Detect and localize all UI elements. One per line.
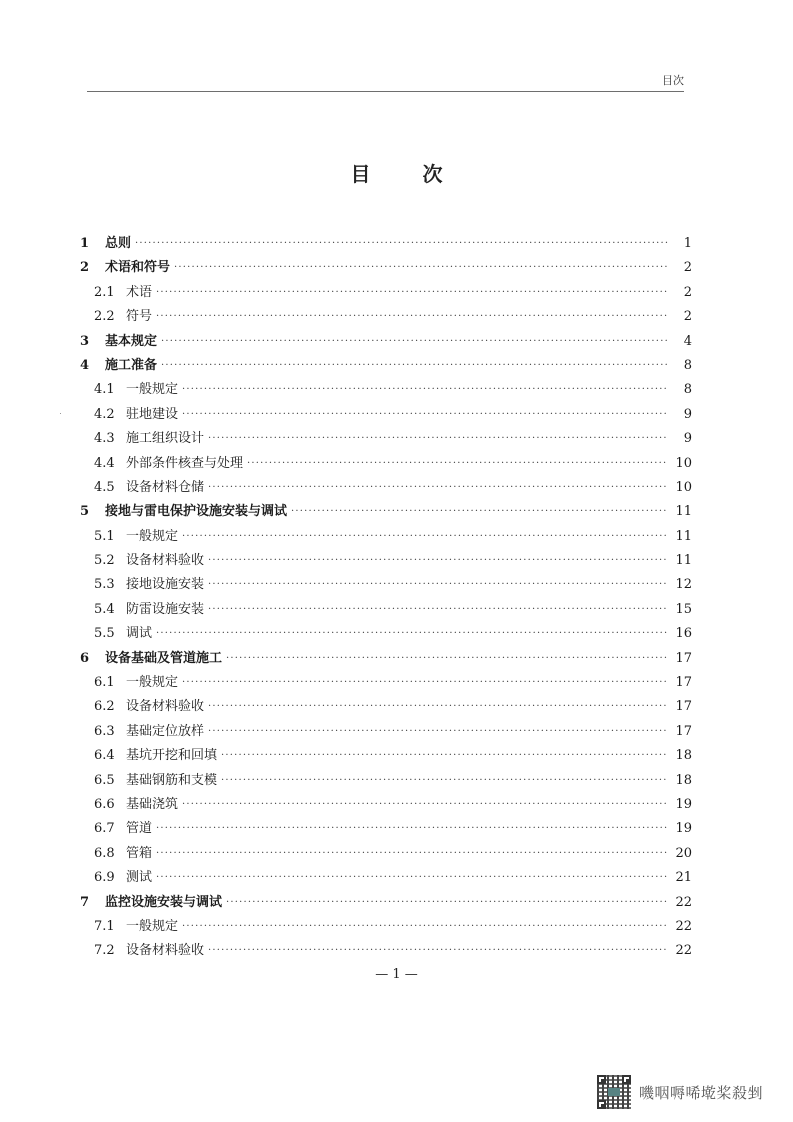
toc-page: 2: [683, 309, 692, 325]
toc-entry[interactable]: [80, 939, 692, 963]
toc-entry[interactable]: [80, 891, 692, 915]
toc-number: 6.3: [94, 723, 115, 739]
toc-label: 基本规定: [105, 333, 158, 349]
toc-entry[interactable]: [80, 793, 692, 817]
toc-number: 4.5: [94, 479, 115, 495]
toc-number: 6.2: [94, 699, 115, 715]
toc-number: 7.1: [94, 918, 115, 934]
toc-page: 2: [683, 284, 692, 300]
dot-leader: [208, 695, 668, 719]
toc-page: 11: [675, 528, 692, 544]
toc-page: 8: [683, 357, 692, 373]
toc-label: 设备基础及管道施工: [105, 650, 223, 666]
toc-entry[interactable]: [80, 573, 692, 597]
toc-page: 20: [675, 845, 692, 861]
dot-leader: [182, 378, 668, 402]
toc-number: 7: [80, 894, 90, 910]
toc-number: 6.5: [94, 772, 115, 788]
dot-leader: [156, 866, 668, 890]
toc-number: 2: [80, 260, 90, 276]
toc-label: 监控设施安装与调试: [105, 894, 223, 910]
toc-label: 一般规定: [126, 675, 179, 691]
toc-page: 2: [683, 260, 692, 276]
toc-entry[interactable]: [80, 622, 692, 646]
toc-number: 6.6: [94, 796, 115, 812]
toc-label: 术语: [126, 284, 153, 300]
toc-page: 10: [675, 455, 692, 471]
toc-page: 17: [675, 699, 692, 715]
toc-number: 6: [80, 650, 90, 666]
toc-page: 11: [675, 504, 692, 520]
running-header-title: 目次: [662, 74, 684, 87]
toc-label: 设备材料验收: [126, 553, 205, 569]
page-number: — 1 —: [375, 967, 418, 982]
dot-leader: [156, 622, 668, 646]
toc-number: 6.7: [94, 821, 115, 837]
dot-leader: [291, 500, 668, 524]
toc-label: 设备材料仓储: [126, 479, 205, 495]
toc-number: 6.8: [94, 845, 115, 861]
toc-page: 10: [675, 479, 692, 495]
toc-entry[interactable]: [80, 232, 692, 256]
toc-number: 1: [80, 236, 90, 251]
running-header: [87, 70, 684, 92]
toc-page: 15: [675, 601, 692, 617]
toc-number: 6.9: [94, 870, 115, 886]
toc-page: 1: [683, 236, 692, 251]
toc-entry[interactable]: [80, 452, 692, 476]
toc-entry[interactable]: [80, 525, 692, 549]
toc-number: 4.4: [94, 455, 115, 471]
toc-page: 18: [675, 772, 692, 788]
toc-entry[interactable]: [80, 769, 692, 793]
toc-page: 17: [675, 650, 692, 666]
toc-entry[interactable]: [80, 866, 692, 890]
toc-number: 4.2: [94, 406, 115, 422]
toc-page: 16: [675, 626, 692, 642]
toc-entry[interactable]: [80, 549, 692, 573]
toc-entry[interactable]: [80, 378, 692, 402]
dot-leader: [208, 476, 668, 500]
dot-leader: [135, 232, 668, 256]
toc-entry[interactable]: [80, 744, 692, 768]
dot-leader: [156, 281, 668, 305]
toc-entry[interactable]: [80, 256, 692, 280]
toc-page: 4: [683, 333, 692, 349]
dot-leader: [208, 598, 668, 622]
toc-entry[interactable]: [80, 817, 692, 841]
toc-page: 12: [675, 577, 692, 593]
dot-leader: [156, 842, 668, 866]
toc-number: 2.2: [94, 309, 115, 325]
toc-number: 2.1: [94, 284, 115, 300]
toc-number: 5.5: [94, 626, 115, 642]
dot-leader: [208, 720, 668, 744]
toc-label: 总则: [105, 236, 132, 251]
toc-label: 一般规定: [126, 918, 179, 934]
toc-page: 19: [675, 821, 692, 837]
toc-page: 9: [683, 406, 692, 422]
dot-leader: [208, 427, 668, 451]
toc-entry[interactable]: [80, 305, 692, 329]
table-of-contents: [80, 232, 692, 964]
toc-entry[interactable]: [80, 671, 692, 695]
toc-label: 术语和符号: [105, 260, 171, 276]
dot-leader: [174, 256, 668, 280]
dot-leader: [156, 817, 668, 841]
watermark: [597, 1075, 763, 1109]
toc-label: 防雷设施安装: [126, 601, 205, 617]
watermark-text: 嘰咽嗕唏墘桨殺剉: [639, 1083, 764, 1102]
toc-number: 4.1: [94, 382, 115, 398]
toc-label: 施工准备: [105, 357, 158, 373]
toc-entry[interactable]: [80, 281, 692, 305]
dot-leader: [182, 525, 668, 549]
toc-label: 基础定位放样: [126, 723, 205, 739]
dot-leader: [221, 744, 668, 768]
toc-label: 测试: [126, 870, 153, 886]
dot-leader: [226, 647, 668, 671]
toc-label: 符号: [126, 309, 153, 325]
toc-entry[interactable]: [80, 647, 692, 671]
toc-page: 22: [675, 943, 692, 959]
toc-page: 11: [675, 553, 692, 569]
toc-number: 5.2: [94, 553, 115, 569]
dot-leader: [208, 939, 668, 963]
toc-label: 管道: [126, 821, 153, 837]
toc-label: 基坑开挖和回填: [126, 748, 218, 764]
toc-entry[interactable]: [80, 403, 692, 427]
toc-label: 设备材料验收: [126, 943, 205, 959]
dot-leader: [156, 305, 668, 329]
toc-page: 18: [675, 748, 692, 764]
dot-leader: [182, 793, 668, 817]
toc-number: 5.1: [94, 528, 115, 544]
toc-label: 基础钢筋和支模: [126, 772, 218, 788]
toc-number: 4: [80, 357, 90, 373]
toc-page: 8: [683, 382, 692, 398]
toc-label: 接地设施安装: [126, 577, 205, 593]
qr-code-icon[interactable]: [597, 1075, 631, 1109]
toc-label: 外部条件核查与处理: [126, 455, 244, 471]
dot-leader: [182, 403, 668, 427]
toc-page: 17: [675, 675, 692, 691]
toc-number: 5: [80, 504, 90, 520]
toc-label: 接地与雷电保护设施安装与调试: [105, 504, 288, 520]
toc-label: 管箱: [126, 845, 153, 861]
header-rule: [87, 91, 684, 92]
toc-label: 施工组织设计: [126, 431, 205, 447]
toc-entry[interactable]: [80, 427, 692, 451]
toc-page: 17: [675, 723, 692, 739]
toc-entry[interactable]: [80, 842, 692, 866]
toc-page: 21: [675, 870, 692, 886]
toc-label: 设备材料验收: [126, 699, 205, 715]
toc-entry[interactable]: [80, 330, 692, 354]
toc-entry[interactable]: [80, 720, 692, 744]
toc-label: 基础浇筑: [126, 796, 179, 812]
toc-label: 驻地建设: [126, 406, 179, 422]
dot-leader: [208, 573, 668, 597]
toc-page: 9: [683, 431, 692, 447]
toc-entry[interactable]: [80, 598, 692, 622]
dot-leader: [161, 354, 668, 378]
dot-leader: [221, 769, 668, 793]
toc-page: 22: [675, 894, 692, 910]
toc-label: 一般规定: [126, 382, 179, 398]
toc-number: 7.2: [94, 943, 115, 959]
stray-mark: [60, 413, 61, 414]
page-title-char-2: 次: [422, 162, 443, 186]
toc-entry[interactable]: [80, 476, 692, 500]
toc-number: 6.4: [94, 748, 115, 764]
toc-number: 4.3: [94, 431, 115, 447]
toc-page: 22: [675, 918, 692, 934]
toc-number: 6.1: [94, 675, 115, 691]
toc-page: 19: [675, 796, 692, 812]
toc-number: 5.3: [94, 577, 115, 593]
toc-entry[interactable]: [80, 500, 692, 524]
toc-entry[interactable]: [80, 354, 692, 378]
toc-label: 一般规定: [126, 528, 179, 544]
dot-leader: [226, 891, 668, 915]
dot-leader: [247, 452, 668, 476]
toc-label: 调试: [126, 626, 153, 642]
toc-entry[interactable]: [80, 915, 692, 939]
dot-leader: [208, 549, 668, 573]
dot-leader: [182, 671, 668, 695]
page-title-char-1: 目: [350, 162, 371, 186]
dot-leader: [182, 915, 668, 939]
toc-number: 3: [80, 333, 90, 349]
toc-number: 5.4: [94, 601, 115, 617]
dot-leader: [161, 330, 668, 354]
toc-entry[interactable]: [80, 695, 692, 719]
page-title: [0, 158, 793, 187]
